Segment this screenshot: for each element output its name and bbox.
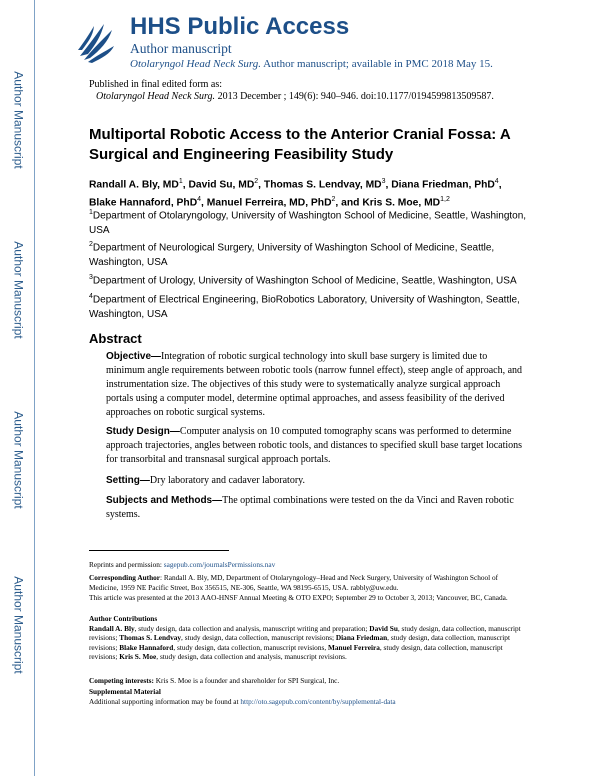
abstract-objective: Objective—Integration of robotic surgical technology into skull base surgery is limited due to minimum angle requirements between robotic tools (narrow funnel effect), steep angle of approach, and instrumentation size. The objectives of this study were to systematically analyze surgical approach portals using a computer model, determine optimal approaches, and assess feasibility of the derived approaches on robotic surgical systems. [106, 351, 523, 418]
contributor-role: , study design, data collection, manuscript revisions; [89, 642, 503, 661]
published-label: Published in final edited form as: [89, 79, 223, 90]
contributor-name: Randall A. Bly [89, 623, 135, 633]
author-manuscript-label: Author manuscript [130, 41, 232, 56]
author-name: Thomas S. Lendvay, MD [263, 179, 382, 191]
author-name: Kris S. Moe, MD [362, 197, 441, 209]
contributor-role: , study design, data collection, manuscript revisions; [181, 633, 336, 642]
author-affiliation-marker: 1,2 [440, 196, 450, 204]
author-affiliation-marker: 2 [331, 196, 336, 204]
affiliation: $^2$Department of Neurological Surgery, University of Washington School of Medicine, Seattle, Washington, USA [89, 241, 495, 269]
abstract-setting: Setting—Dry laboratory and cadaver laboratory. [106, 475, 306, 486]
footnote-corresponding: Corresponding Author: Randall A. Bly, MD, Department of Otolaryngology–Head and Neck Surgery, University of Washington School of Medicine, 1959 NE Pacific Street, Box 356515, NE-306, Seattle, WA 98195-6515, USA. rabbly@uw.edu. [89, 573, 499, 592]
author-affiliation-marker: 4 [197, 196, 202, 204]
side-label: Author Manuscript [12, 576, 27, 674]
author-separator: , [258, 179, 264, 191]
footnote-supplemental: Supplemental Material Additional supporting information may be found at http://oto.sagepub.com/content/by/supplemental-data [89, 687, 396, 706]
footnote-reprints: Reprints and permission: sagepub.com/journalsPermissions.nav [89, 560, 276, 569]
reprints-link[interactable]: sagepub.com/journalsPermissions.nav [163, 560, 276, 569]
hhs-title: HHS Public Access [130, 13, 350, 40]
contributor-name: Blake Hannaford [119, 642, 174, 652]
affiliation: $^4$Department of Electrical Engineering, BioRobotics Laboratory, University of Washington, Seattle, Washington, USA [89, 293, 520, 321]
side-label: Author Manuscript [12, 411, 27, 509]
footnote-presented: This article was presented at the 2013 AAO-HNSF Annual Meeting & OTO EXPO; September 29 to October 3, 2013; Vancouver, BC, Canada. [89, 593, 508, 602]
contributor-role: , study design, data collection, manuscript revisions, [173, 642, 328, 652]
author-name: Diana Friedman, PhD [391, 179, 495, 191]
contributor-role: , study design, data collection and analysis, manuscript revisions. [156, 652, 347, 661]
side-margin [0, 0, 36, 776]
author-affiliation-marker: 2 [254, 178, 259, 185]
contributor-role: , study design, data collection and analysis, manuscript writing and preparation; [134, 623, 370, 633]
citation: Otolaryngol Head Neck Surg. 2013 December ; 149(6): 940–946. doi:10.1177/0194599813509587. [96, 91, 494, 102]
contributor-role: , study design, data collection, manuscript revisions; [89, 633, 510, 652]
side-divider [34, 0, 35, 776]
affiliation: $^1$Department of Otolaryngology, University of Washington School of Medicine, Seattle, Washington, USA [89, 209, 527, 237]
contributor-name: Thomas S. Lendvay [119, 633, 182, 642]
abstract-study-design: Study Design—Computer analysis on 10 computed tomography scans was performed to determine approach trajectories, angles between robotic tools, and distances to specified skull base target locations for transorbital and transnasal surgical approach portals. [106, 426, 523, 465]
contributor-name: Manuel Ferreira [327, 642, 380, 652]
footnote-competing: Competing interests: Kris S. Moe is a founder and shareholder for SPI Surgical, Inc. [89, 676, 340, 685]
side-label: Author Manuscript [12, 71, 27, 169]
author-separator: , [498, 179, 502, 191]
author-affiliation-marker: 3 [381, 178, 386, 185]
contributor-role: , study design, data collection, manuscript revisions; [89, 623, 521, 642]
author-name: Randall A. Bly, MD [89, 179, 179, 191]
author-name: Blake Hannaford, PhD [89, 197, 198, 209]
author-affiliation-marker: 1 [178, 178, 183, 185]
affiliation: $^3$Department of Urology, University of Washington School of Medicine, Seattle, Washington, USA [89, 274, 517, 287]
author-separator: , [201, 197, 207, 209]
article-title: Multiportal Robotic Access to the Anterior Cranial Fossa: A Surgical and Engineering Feasibility Study [89, 126, 511, 163]
supplemental-link[interactable]: http://oto.sagepub.com/content/by/supplemental-data [240, 696, 396, 706]
contributor-name: Kris S. Moe [119, 652, 157, 661]
author-name: Manuel Ferreira, MD, PhD [206, 197, 332, 209]
journal-line: Otolaryngol Head Neck Surg. Author manuscript; available in PMC 2018 May 15. [130, 58, 493, 70]
footnote-divider [89, 550, 229, 551]
contributor-name: Diana Friedman [335, 633, 388, 642]
author-separator: , [385, 179, 392, 191]
author-separator: , and [335, 197, 363, 209]
abstract-subjects-methods: Subjects and Methods—The optimal combinations were tested on the da Vinci and Raven robotic systems. [106, 495, 514, 520]
side-label: Author Manuscript [12, 241, 27, 339]
author-affiliation-marker: 4 [494, 178, 499, 185]
hhs-eagle-logo-icon [74, 16, 116, 66]
author-name: David Su, MD [188, 179, 255, 191]
footnote-contributions: Author Contributions Randall A. Bly, study design, data collection and analysis, manuscript writing and preparation; David Su, study design, data collection, manuscript revisions; Thomas S. Lendvay, study design, data collection, manuscript revisions; Diana Friedman, study design, data collection, manuscript revisions; Blake Hannaford, study design, data collection, manuscript revisions, Manuel Ferreira, study design, data collection, manuscript revisions; Kris S. Moe, study design, data collection and analysis, manuscript revisions. [89, 614, 521, 661]
abstract-heading: Abstract [89, 331, 142, 346]
contributor-name: David Su [369, 623, 398, 633]
author-separator: , [182, 179, 189, 191]
